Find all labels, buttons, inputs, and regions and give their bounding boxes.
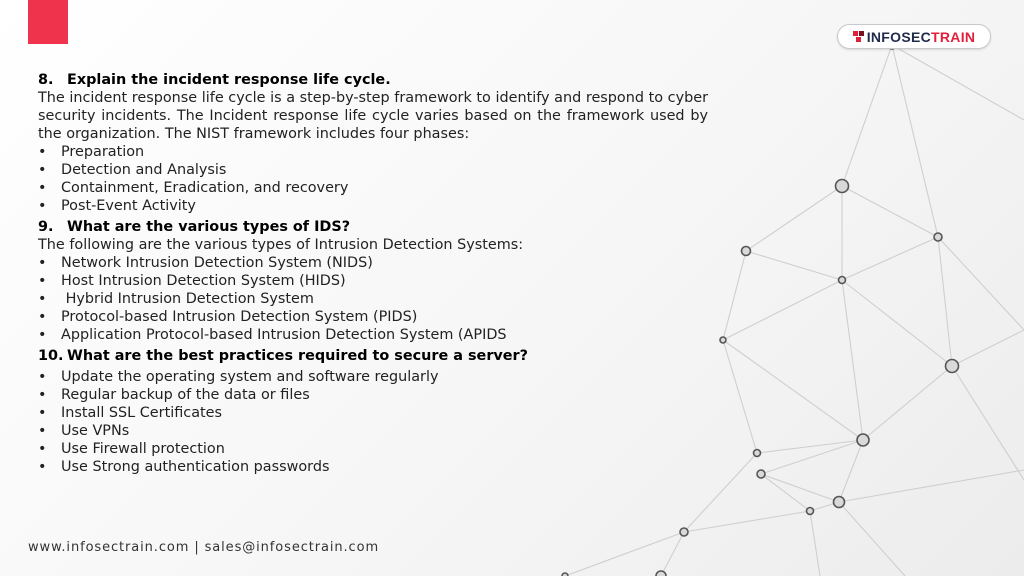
question-text: What are the various types of IDS?: [67, 219, 351, 235]
list-item: • Network Intrusion Detection System (NIDS): [38, 254, 708, 272]
question-number: 9.: [38, 219, 54, 235]
footer-contact: www.infosectrain.com | sales@infosectrain.com: [28, 540, 380, 555]
logo-prefix: INFOSEC: [866, 28, 932, 45]
question-number: 8.: [38, 72, 54, 88]
question-number: 10.: [38, 348, 64, 364]
question-heading: [38, 71, 708, 89]
list-item: • Preparation: [38, 143, 708, 161]
list-item: • Hybrid Intrusion Detection System: [38, 290, 708, 308]
logo-suffix: TRAIN: [931, 28, 976, 45]
list-item: • Use Strong authentication passwords: [38, 458, 708, 476]
question-heading: [38, 218, 708, 236]
list-item: • Update the operating system and software regularly: [38, 368, 708, 386]
list-item: • Containment, Eradication, and recovery: [38, 179, 708, 197]
list-item: • Detection and Analysis: [38, 161, 708, 179]
list-item: • Host Intrusion Detection System (HIDS): [38, 272, 708, 290]
list-item: • Protocol-based Intrusion Detection System (PIDS): [38, 308, 708, 326]
bullet-list: [38, 143, 708, 215]
question-text: What are the best practices required to secure a server?: [67, 348, 528, 364]
question-text: Explain the incident response life cycle.: [67, 72, 391, 88]
faq-content: [38, 70, 708, 476]
answer-paragraph: The following are the various types of Intrusion Detection Systems:: [38, 237, 524, 253]
infosectrain-logo-icon: [853, 31, 864, 42]
logo-wordmark: [867, 29, 976, 45]
list-item: • Use Firewall protection: [38, 440, 708, 458]
bullet-list: [38, 254, 708, 344]
list-item: • Post-Event Activity: [38, 197, 708, 215]
list-item: • Install SSL Certificates: [38, 404, 708, 422]
list-item: • Use VPNs: [38, 422, 708, 440]
list-item: • Regular backup of the data or files: [38, 386, 708, 404]
bullet-list: [38, 368, 708, 476]
list-item: • Application Protocol-based Intrusion Detection System (APIDS: [38, 326, 708, 344]
question-heading: [38, 347, 708, 365]
infosectrain-logo[interactable]: [837, 24, 991, 49]
answer-paragraph: The incident response life cycle is a step-by-step framework to identify and respond to cyber security incidents. The Incident response life cycle varies based on the framework used by the organization. The NIST framework includes four phases:: [38, 90, 708, 142]
